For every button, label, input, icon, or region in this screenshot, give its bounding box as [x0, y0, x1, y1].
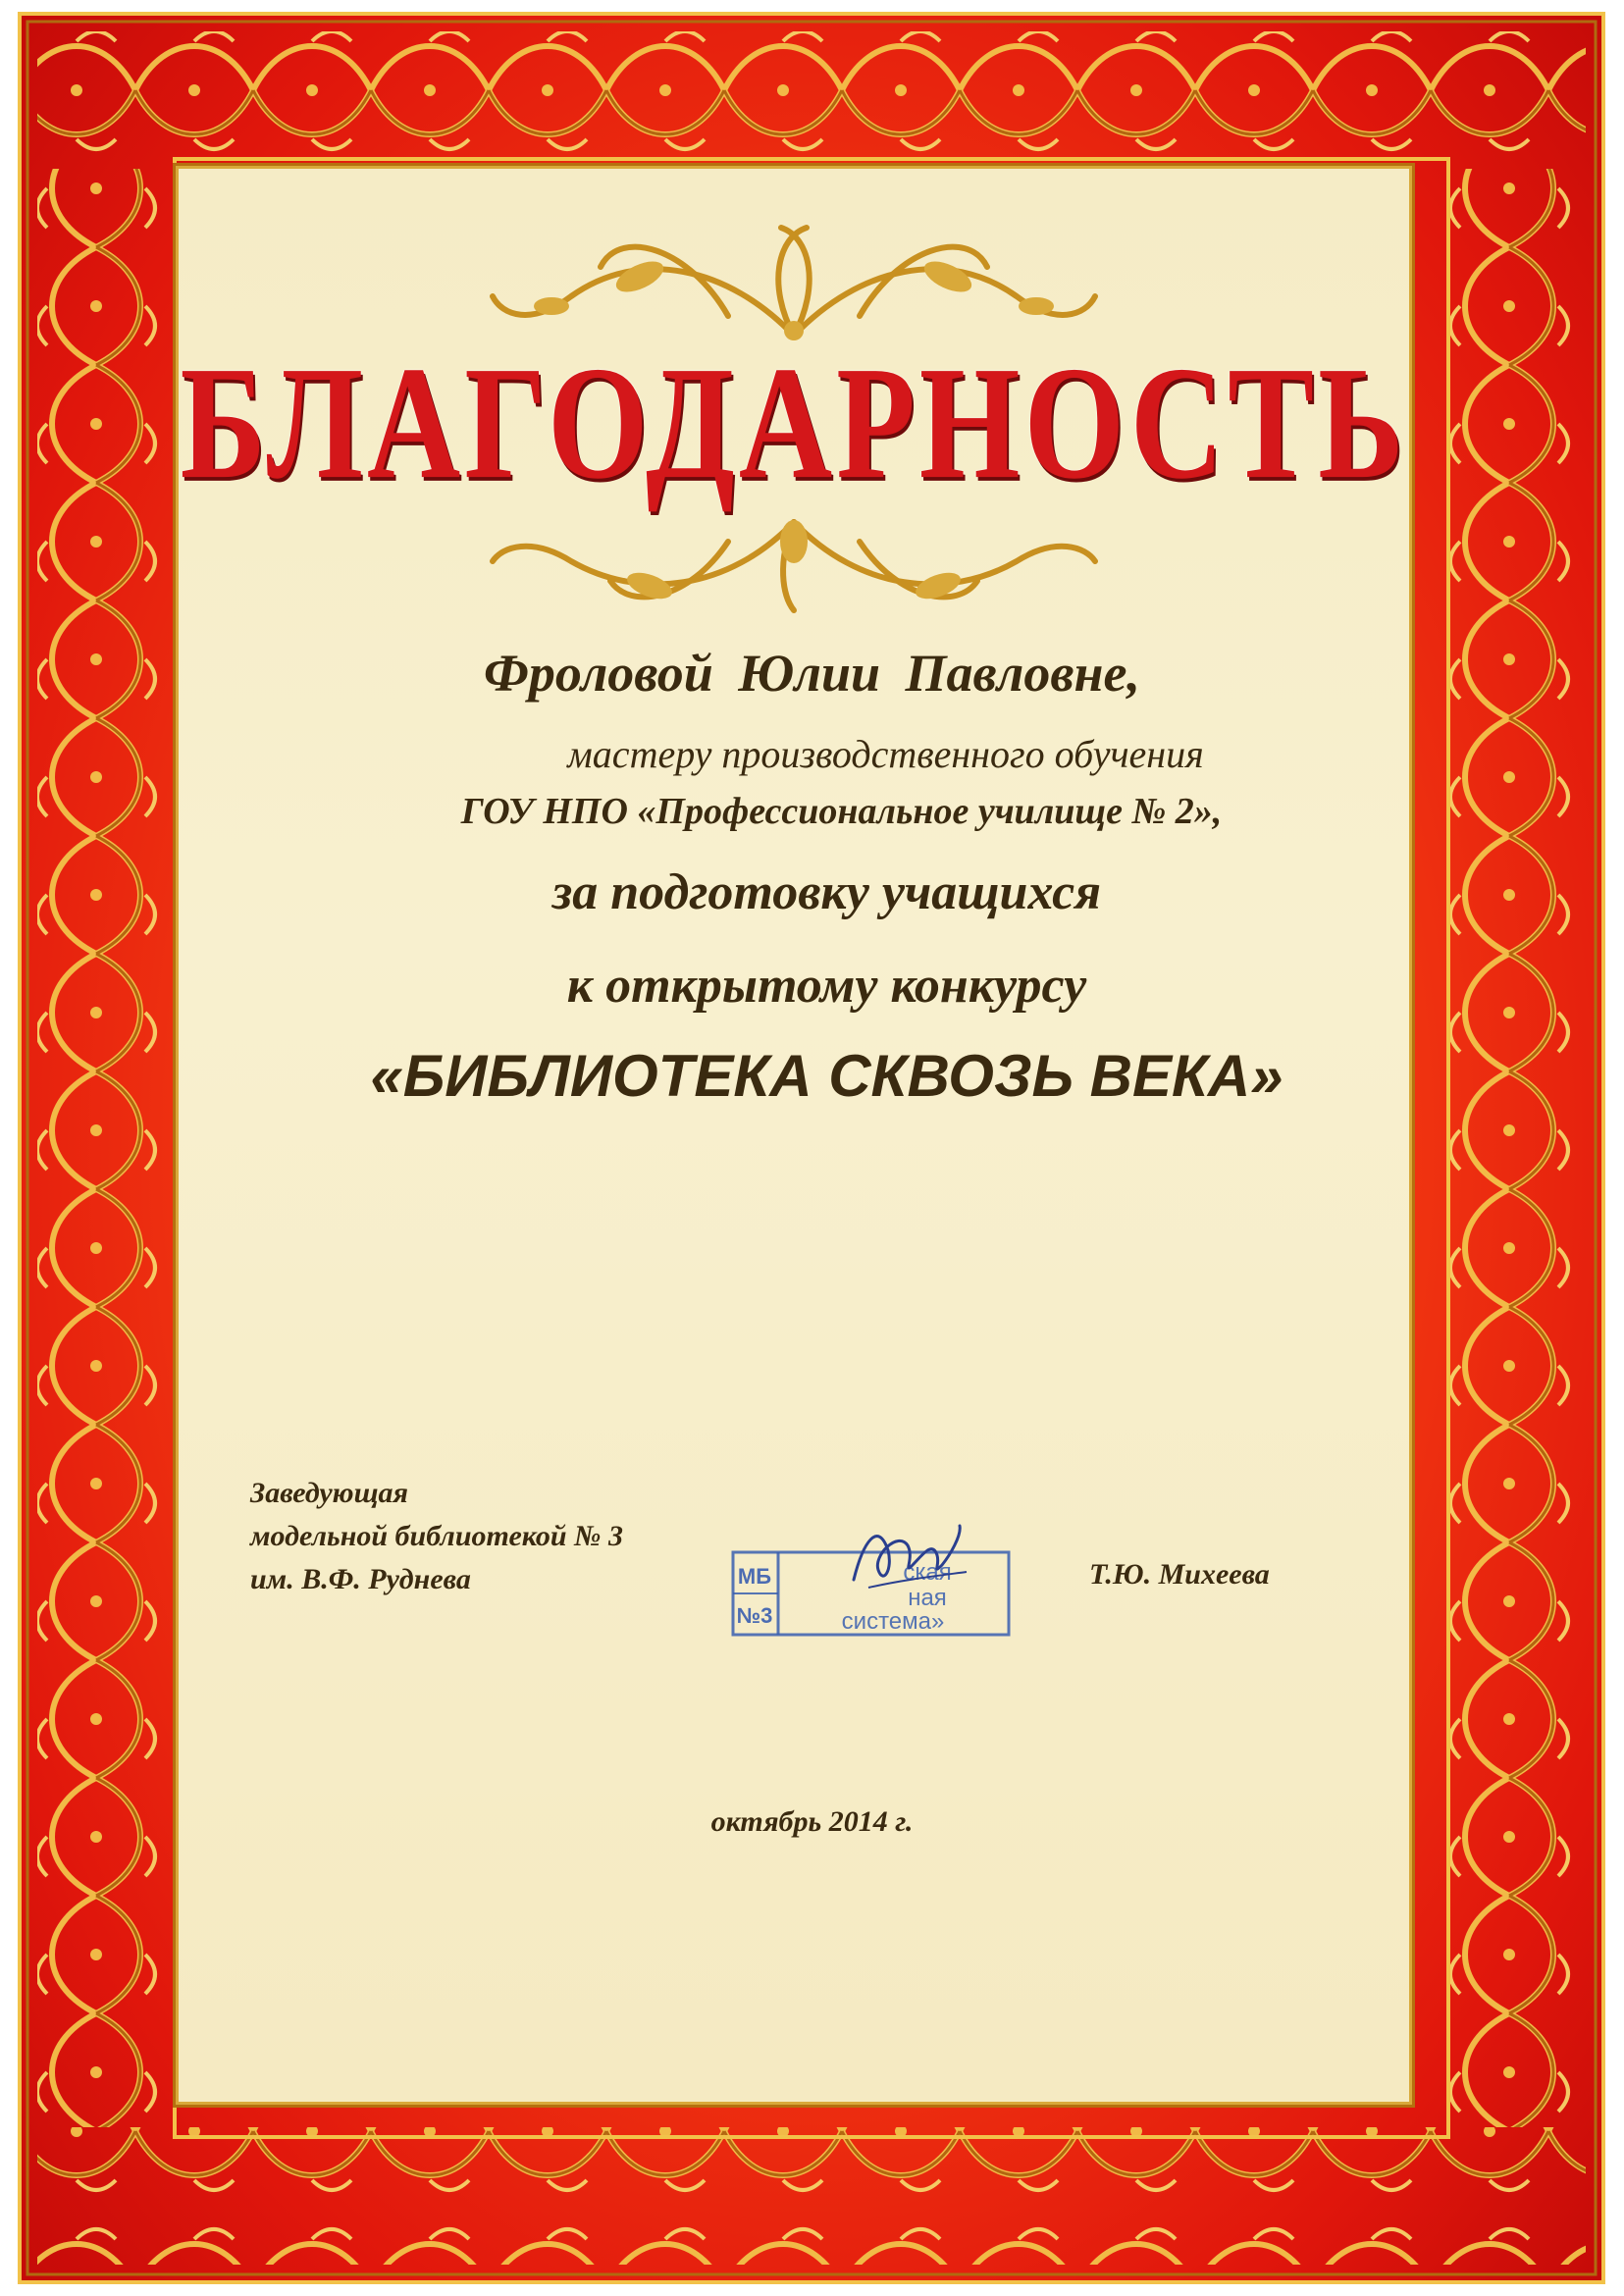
stamp-right-line-1: ская: [903, 1559, 952, 1586]
stamp-left-line-2: №3: [736, 1603, 773, 1628]
recipient-position: мастеру производственного обучения: [567, 732, 1204, 776]
signatory-title-line-2: модельной библиотекой № 3: [250, 1520, 623, 1552]
contest-name: «БИБЛИОТЕКА СКВОЗЬ ВЕКА»: [370, 1043, 1283, 1109]
certificate-title: БЛАГОДАРНОСТЬ: [180, 332, 1408, 513]
recipient-organization: ГОУ НПО «Профессиональное училище № 2»,: [460, 791, 1223, 832]
reason-line-2: к открытому конкурсу: [566, 958, 1087, 1014]
stamp-left-line-1: МБ: [737, 1564, 772, 1589]
stamp-right-line-3: система»: [841, 1608, 945, 1635]
bottom-flourish-ornament: [179, 502, 1409, 620]
stamp-right-line-2: ная: [908, 1585, 947, 1611]
recipient-name: Фроловой Юлии Павловне,: [484, 644, 1140, 703]
signatory-title-line-3: им. В.Ф. Руднева: [250, 1563, 471, 1595]
signatory-title: [250, 1472, 623, 1601]
issue-date: октябрь 2014 г.: [710, 1805, 914, 1838]
signatory-title-line-1: Заведующая: [250, 1477, 409, 1509]
reason-line-1: за подготовку учащихся: [551, 864, 1102, 920]
signatory-name: Т.Ю. Михеева: [1089, 1558, 1270, 1591]
handwritten-signature: [844, 1511, 971, 1599]
